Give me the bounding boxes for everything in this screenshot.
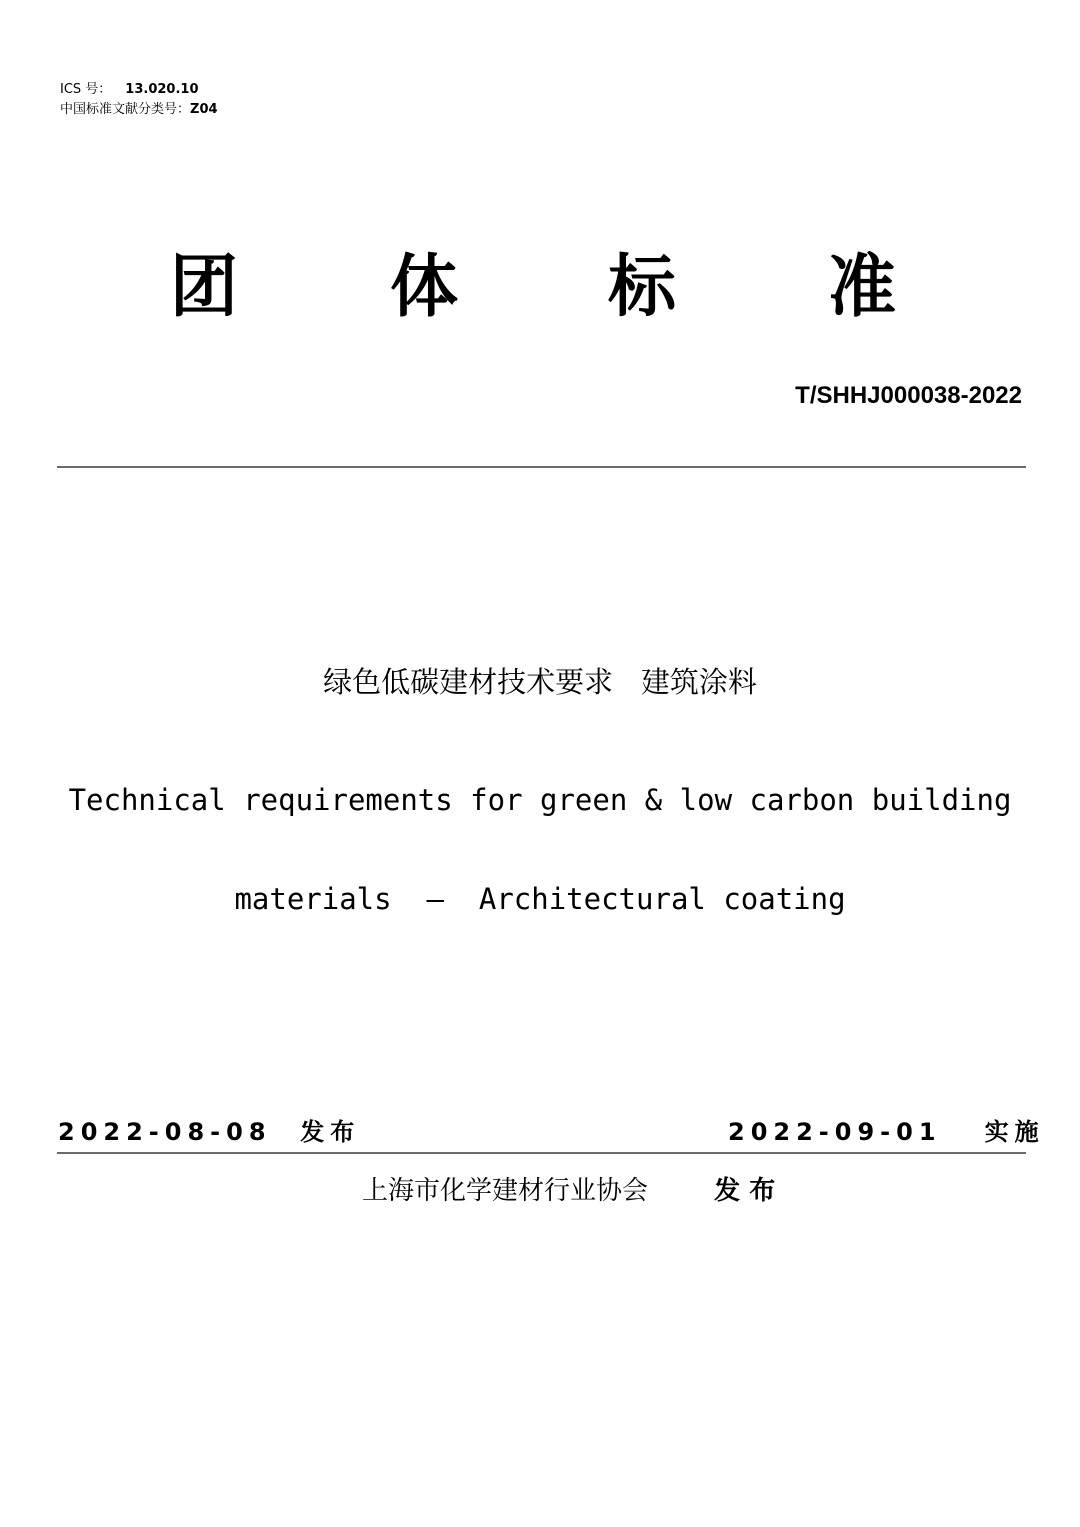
publisher-label: 发 布 [714,1176,776,1206]
publisher-block [362,1170,775,1207]
release-date-block [58,1112,360,1147]
title-char-3: 标 [608,248,677,327]
title-char-4: 准 [828,248,897,327]
effective-date: 2022-09-01 [728,1118,942,1146]
standard-code: T/SHHJ000038-2022 [795,382,1022,409]
effective-label: 实施 [984,1118,1045,1146]
ics-value: 13.020.10 [125,82,199,97]
page-title [0,248,1080,328]
document-title-en [0,718,1080,949]
ccs-label: 中国标准文献分类号： [60,102,191,117]
ccs-value: Z04 [190,102,218,117]
publisher-name: 上海市化学建材行业协会 [362,1176,649,1206]
release-date: 2022-08-08 [58,1118,272,1146]
top-divider [57,466,1026,468]
document-title-en-line-1: Technical requirements for green & low carbon building [68,783,1012,817]
bottom-divider [57,1152,1026,1154]
document-title-en-line-2: materials – Architectural coating [234,882,846,916]
ics-label: ICS 号： [60,82,112,97]
effective-date-block [728,1112,1045,1147]
document-title-zh: 绿色低碳建材技术要求 建筑涂料 [323,665,757,699]
release-label: 发布 [300,1118,361,1146]
ccs-row [60,100,218,120]
ics-row [60,80,218,100]
classification-block [60,80,218,120]
title-char-2: 体 [390,248,459,327]
title-char-1: 团 [170,248,239,327]
